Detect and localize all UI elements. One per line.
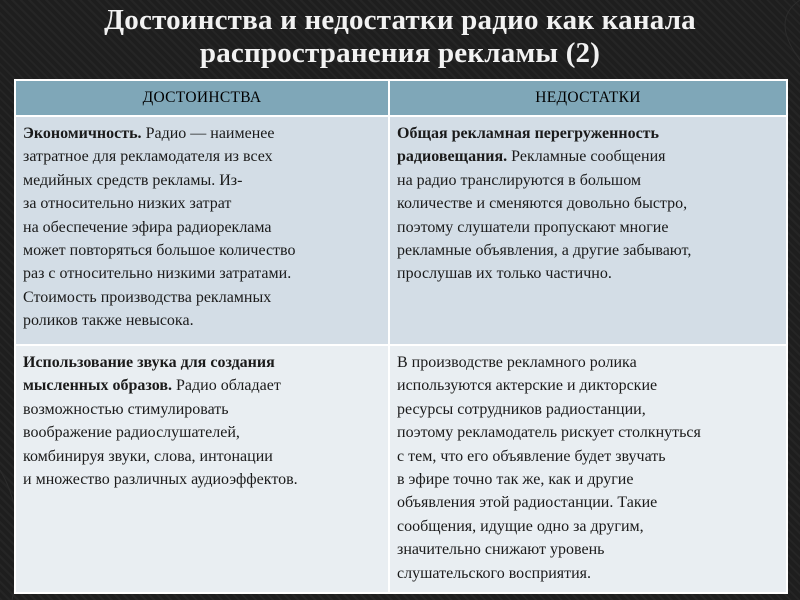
table-header-row [15,80,787,116]
advantage-cell [15,116,389,345]
column-header-disadvantages: НЕДОСТАТКИ [389,80,787,116]
table-row [15,116,787,345]
slide-title-line-2: распространения рекламы (2) [199,37,601,69]
disadvantage-cell [389,345,787,593]
slide-title-line-1: Достоинства и недостатки радио как канала [104,4,696,36]
advantage-lead: Использование звука для создания мысленных образов. [23,354,275,395]
advantage-text: Радио обладает возможностью стимулировать воображение радиослушателей, комбинируя звуки, слова, интонации и множество различных аудиоэффектов. [23,377,298,489]
advantage-lead: Экономичность. [23,125,142,142]
disadvantage-text: Рекламные сообщения на радио транслируются в большом количестве и сменяются довольно быстро, поэтому слушатели пропускают многие рекламные объявления, а другие забывают, прослушав их только частично. [397,148,692,283]
disadvantage-text: В производстве рекламного ролика используются актерские и дикторские ресурсы сотрудников радиостанции, поэтому рекламодатель рискует столкнуться с тем, что его объявление будет звучать в эфире точно так же, как и другие объявления этой радиостанции. Такие сообщения, идущие одно за другим, значительно снижают уровень слушательского восприятия. [397,354,701,582]
advantage-text: Радио — наименее затратное для рекламодателя из всех медийных средств рекламы. Из- за относительно низких затрат на обеспечение эфира радиореклама может повторяться большое количество раз с относительно низкими затратами. Стоимость производства рекламных роликов также невысока. [23,125,296,330]
advantage-cell [15,345,389,593]
disadvantage-lead: Общая рекламная перегруженность радиовещания. [397,125,659,166]
disadvantage-cell [389,116,787,345]
table-row [15,345,787,593]
comparison-table [14,79,788,594]
slide-title [0,4,800,70]
column-header-advantages: ДОСТОИНСТВА [15,80,389,116]
